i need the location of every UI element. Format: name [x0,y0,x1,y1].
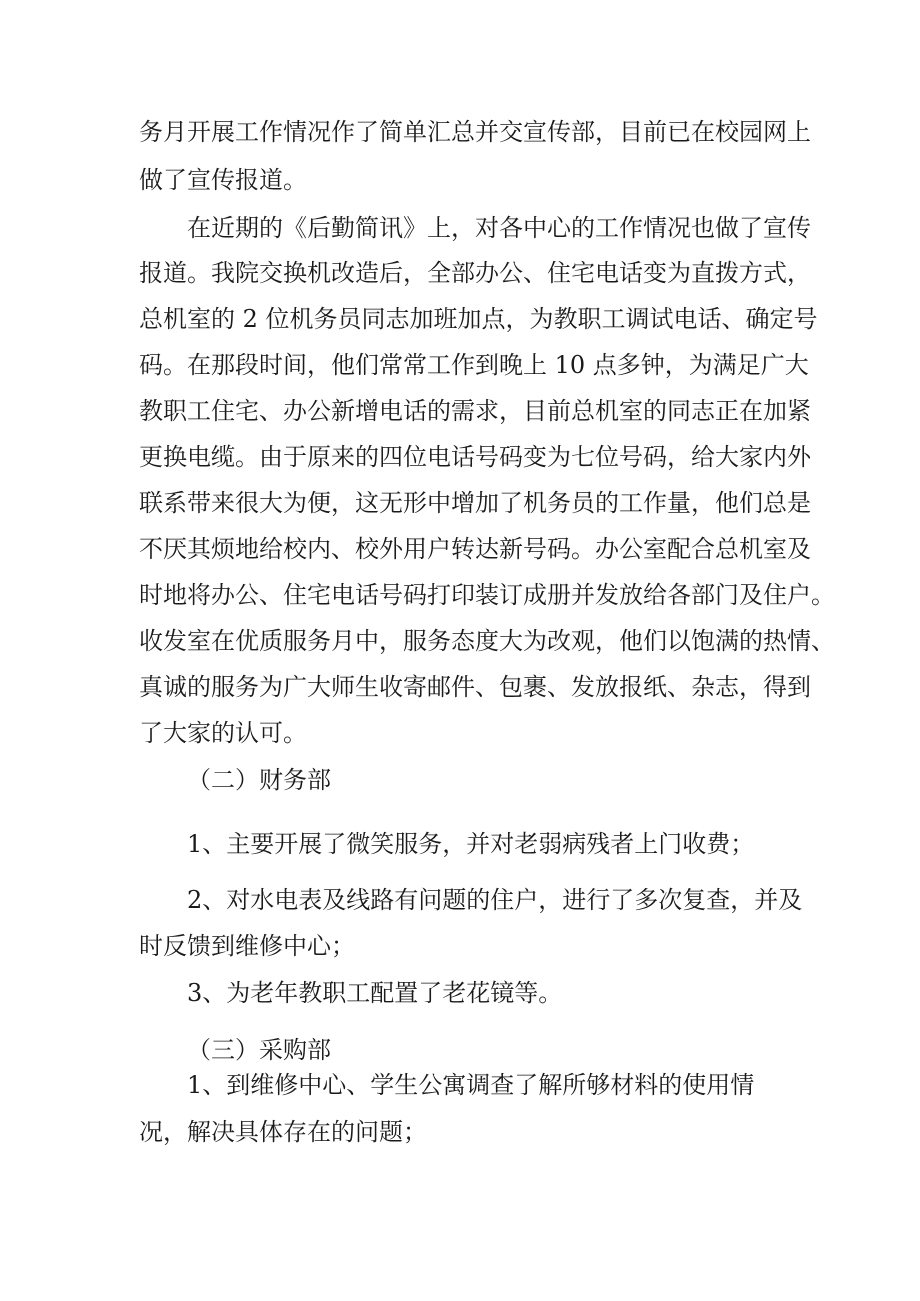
text-line: 时反馈到维修中心； [139,932,355,960]
text-line: 了大家的认可。 [139,719,307,747]
text-line: 收发室在优质服务月中，服务态度大为改观，他们以饱满的热情、 [139,627,835,655]
text-line: 码。在那段时间，他们常常工作到晚上 10 点多钟，为满足广大 [139,351,809,379]
text-line: 更换电缆。由于原来的四位电话号码变为七位号码，给大家内外 [139,443,811,471]
text-line: 真诚的服务为广大师生收寄邮件、包裹、发放报纸、杂志，得到 [139,673,811,701]
list-item: 3、为老年教职工配置了老花镜等。 [187,979,563,1007]
section-heading-purchasing: （三）采购部 [187,1036,331,1064]
list-item: 1、到维修中心、学生公寓调查了解所够材料的使用情 [187,1071,755,1099]
text-line: 教职工住宅、办公新增电话的需求，目前总机室的同志正在加紧 [139,397,811,425]
text-line: 做了宣传报道。 [139,166,307,194]
text-line: 不厌其烦地给校内、校外用户转达新号码。办公室配合总机室及 [139,535,811,563]
text-line: 时地将办公、住宅电话号码打印装订成册并发放给各部门及住户。 [139,581,835,609]
text-line: 联系带来很大为便，这无形中增加了机务员的工作量，他们总是 [139,489,811,517]
text-line: 务月开展工作情况作了简单汇总并交宣传部，目前已在校园网上 [139,118,811,146]
list-item: 1、主要开展了微笑服务，并对老弱病残者上门收费； [187,830,755,858]
text-line: 总机室的 2 位机务员同志加班加点，为教职工调试电话、确定号 [139,305,818,333]
section-heading-finance: （二）财务部 [187,766,331,794]
list-item: 2、对水电表及线路有问题的住户，进行了多次复查，并及 [187,886,803,914]
paragraph-start-line: 在近期的《后勤简讯》上，对各中心的工作情况也做了宣传 [187,214,811,242]
text-line: 报道。我院交换机改造后，全部办公、住宅电话变为直拨方式， [139,259,811,287]
text-line: 况，解决具体存在的问题； [139,1118,427,1146]
